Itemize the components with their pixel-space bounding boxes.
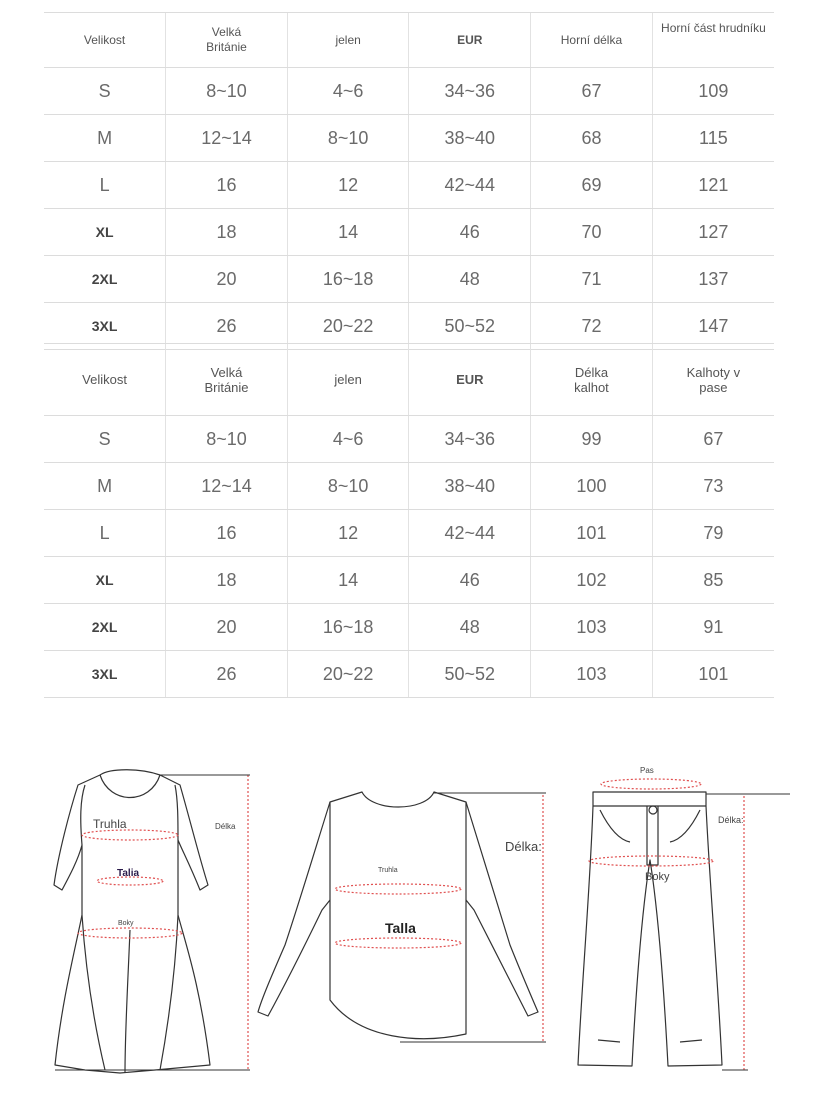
table-row bbox=[44, 510, 774, 557]
top-length-cell: 67 bbox=[531, 68, 653, 115]
header-size: Velikost bbox=[44, 13, 166, 68]
uk-cell: 8~10 bbox=[166, 416, 288, 463]
uk-cell: 26 bbox=[166, 303, 288, 350]
chest-cell: 127 bbox=[652, 209, 774, 256]
us-cell: 16~18 bbox=[287, 256, 409, 303]
eur-cell: 50~52 bbox=[409, 303, 531, 350]
pants-waist-cell: 85 bbox=[652, 557, 774, 604]
uk-cell: 18 bbox=[166, 557, 288, 604]
table-row bbox=[44, 256, 774, 303]
pants-illustration bbox=[578, 792, 722, 1066]
uk-cell: 18 bbox=[166, 209, 288, 256]
dress-waist-label: Talia bbox=[117, 868, 140, 879]
table-row bbox=[44, 651, 774, 698]
uk-cell: 16 bbox=[166, 162, 288, 209]
top-length-label: Délka: bbox=[505, 839, 542, 854]
us-cell: 12 bbox=[287, 510, 409, 557]
top-table-header bbox=[44, 13, 774, 68]
size-cell: L bbox=[44, 162, 166, 209]
pants-waist-cell: 101 bbox=[652, 651, 774, 698]
length-guides bbox=[55, 775, 790, 1070]
us-cell: 16~18 bbox=[287, 604, 409, 651]
dress-hips-label: Boky bbox=[118, 920, 134, 927]
eur-cell: 46 bbox=[409, 557, 531, 604]
pants-waist-cell: 73 bbox=[652, 463, 774, 510]
top-illustration bbox=[258, 792, 538, 1039]
uk-cell: 20 bbox=[166, 604, 288, 651]
top-length-cell: 72 bbox=[531, 303, 653, 350]
header-top-length: Horní délka bbox=[531, 13, 653, 68]
top-length-cell: 70 bbox=[531, 209, 653, 256]
uk-cell: 16 bbox=[166, 510, 288, 557]
header-us: jelen bbox=[287, 13, 409, 68]
eur-cell: 38~40 bbox=[409, 463, 531, 510]
pants-length-cell: 101 bbox=[531, 510, 653, 557]
chest-cell: 115 bbox=[652, 115, 774, 162]
top-size-table bbox=[44, 12, 774, 350]
dress-chest-label: Truhla bbox=[93, 817, 127, 831]
size-cell: M bbox=[44, 463, 166, 510]
dress-length-label: Délka bbox=[215, 822, 236, 831]
us-cell: 12 bbox=[287, 162, 409, 209]
uk-cell: 8~10 bbox=[166, 68, 288, 115]
table-row bbox=[44, 115, 774, 162]
top-length-cell: 71 bbox=[531, 256, 653, 303]
uk-cell: 26 bbox=[166, 651, 288, 698]
uk-cell: 20 bbox=[166, 256, 288, 303]
header-uk: Velká Británie bbox=[166, 344, 288, 416]
table-row bbox=[44, 557, 774, 604]
chest-cell: 109 bbox=[652, 68, 774, 115]
chest-cell: 147 bbox=[652, 303, 774, 350]
chest-cell: 137 bbox=[652, 256, 774, 303]
pants-hips-label: Boky bbox=[645, 871, 670, 883]
size-cell: S bbox=[44, 416, 166, 463]
pants-length-cell: 99 bbox=[531, 416, 653, 463]
table-row bbox=[44, 463, 774, 510]
table-row bbox=[44, 68, 774, 115]
size-cell: L bbox=[44, 510, 166, 557]
eur-cell: 34~36 bbox=[409, 416, 531, 463]
measurement-diagram bbox=[0, 740, 825, 1090]
pants-length-cell: 103 bbox=[531, 651, 653, 698]
us-cell: 20~22 bbox=[287, 303, 409, 350]
eur-cell: 42~44 bbox=[409, 510, 531, 557]
pants-length-cell: 100 bbox=[531, 463, 653, 510]
pants-waist-label: Pas bbox=[640, 766, 654, 775]
pants-waist-cell: 79 bbox=[652, 510, 774, 557]
eur-cell: 42~44 bbox=[409, 162, 531, 209]
header-size: Velikost bbox=[44, 344, 166, 416]
chest-cell: 121 bbox=[652, 162, 774, 209]
table-row bbox=[44, 162, 774, 209]
top-length-cell: 68 bbox=[531, 115, 653, 162]
eur-cell: 38~40 bbox=[409, 115, 531, 162]
size-cell: M bbox=[44, 115, 166, 162]
size-cell: 2XL bbox=[44, 604, 166, 651]
bottom-size-table bbox=[44, 343, 774, 698]
header-uk: Velká Británie bbox=[166, 13, 288, 68]
pants-waist-cell: 67 bbox=[652, 416, 774, 463]
top-length-cell: 69 bbox=[531, 162, 653, 209]
size-cell: XL bbox=[44, 209, 166, 256]
table-row bbox=[44, 416, 774, 463]
size-cell: S bbox=[44, 68, 166, 115]
header-us: jelen bbox=[287, 344, 409, 416]
header-eur: EUR bbox=[409, 13, 531, 68]
us-cell: 4~6 bbox=[287, 68, 409, 115]
top-chest-label: Truhla bbox=[378, 867, 398, 874]
top-waist-label: Talla bbox=[385, 920, 416, 936]
us-cell: 20~22 bbox=[287, 651, 409, 698]
header-eur: EUR bbox=[409, 344, 531, 416]
table-row bbox=[44, 209, 774, 256]
eur-cell: 34~36 bbox=[409, 68, 531, 115]
uk-cell: 12~14 bbox=[166, 115, 288, 162]
size-cell: 2XL bbox=[44, 256, 166, 303]
pants-length-cell: 102 bbox=[531, 557, 653, 604]
eur-cell: 48 bbox=[409, 256, 531, 303]
size-cell: XL bbox=[44, 557, 166, 604]
eur-cell: 46 bbox=[409, 209, 531, 256]
size-cell: 3XL bbox=[44, 303, 166, 350]
uk-cell: 12~14 bbox=[166, 463, 288, 510]
us-cell: 4~6 bbox=[287, 416, 409, 463]
us-cell: 8~10 bbox=[287, 463, 409, 510]
eur-cell: 50~52 bbox=[409, 651, 531, 698]
us-cell: 14 bbox=[287, 209, 409, 256]
header-chest: Horní část hrudníku bbox=[652, 13, 774, 68]
size-cell: 3XL bbox=[44, 651, 166, 698]
eur-cell: 48 bbox=[409, 604, 531, 651]
pants-waist-cell: 91 bbox=[652, 604, 774, 651]
pants-length-cell: 103 bbox=[531, 604, 653, 651]
header-pants-length: Délka kalhot bbox=[531, 344, 653, 416]
bottom-table-header bbox=[44, 344, 774, 416]
header-pants-waist: Kalhoty v pase bbox=[652, 344, 774, 416]
pants-length-label: Délka: bbox=[718, 815, 744, 825]
us-cell: 8~10 bbox=[287, 115, 409, 162]
us-cell: 14 bbox=[287, 557, 409, 604]
table-row bbox=[44, 604, 774, 651]
